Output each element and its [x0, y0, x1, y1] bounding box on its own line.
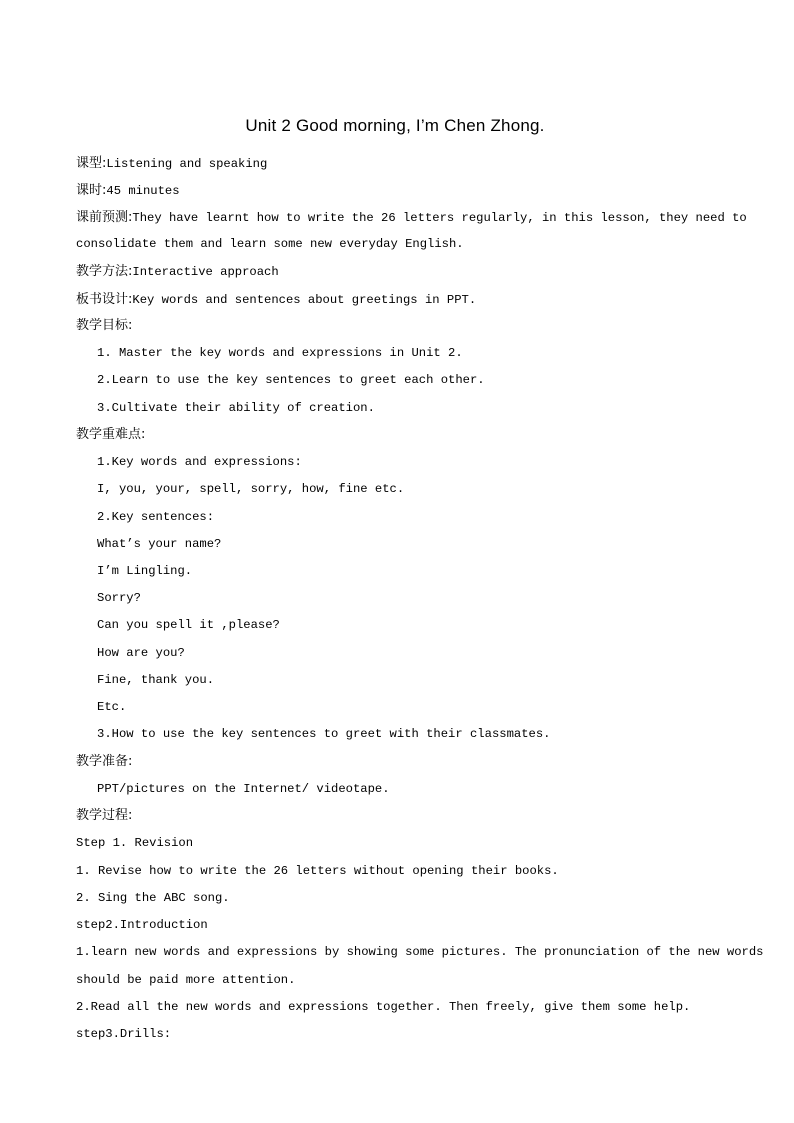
step2-heading: step2.Introduction	[76, 918, 208, 932]
class-hours-label: 课时:	[76, 183, 107, 198]
step1-item: 2. Sing the ABC song.	[76, 891, 230, 905]
step1-heading: Step 1. Revision	[76, 836, 194, 850]
preview-row	[76, 209, 747, 226]
objective-item: 1. Master the key words and expressions in Unit 2.	[97, 346, 463, 360]
method-row	[76, 263, 279, 280]
class-hours-row	[76, 182, 180, 199]
step3-heading: step3.Drills:	[76, 1027, 172, 1041]
key-point-line: Sorry?	[97, 591, 141, 605]
preview-label: 课前预测:	[76, 210, 133, 225]
board-design-row	[76, 291, 476, 308]
objectives-heading: 教学目标:	[76, 318, 133, 333]
preview-value-line-2: consolidate them and learn some new everyday English.	[76, 237, 464, 251]
preparation-heading: 教学准备:	[76, 754, 133, 769]
objective-item: 2.Learn to use the key sentences to greet each other.	[97, 373, 485, 387]
key-point-line: What’s your name?	[97, 537, 222, 551]
course-type-label: 课型:	[76, 156, 107, 171]
key-point-line: Fine, thank you.	[97, 673, 215, 687]
board-design-value: Key words and sentences about greetings in PPT.	[132, 293, 477, 307]
key-point-line: 2.Key sentences:	[97, 510, 215, 524]
key-point-line: Can you spell it ,please?	[97, 618, 280, 632]
course-type-row	[76, 155, 267, 172]
step2-item: 2.Read all the new words and expressions together. Then freely, give them some help.	[76, 1000, 691, 1014]
key-point-line: I, you, your, spell, sorry, how, fine etc.	[97, 482, 405, 496]
course-type-value: Listening and speaking	[106, 157, 268, 171]
key-points-heading: 教学重难点:	[76, 427, 146, 442]
step2-item: should be paid more attention.	[76, 973, 296, 987]
process-heading: 教学过程:	[76, 808, 133, 823]
document-title: Unit 2 Good morning, I’m Chen Zhong.	[245, 116, 545, 135]
board-design-label: 板书设计:	[76, 292, 133, 307]
key-point-line: 1.Key words and expressions:	[97, 455, 302, 469]
key-point-line: I’m Lingling.	[97, 564, 193, 578]
objective-item: 3.Cultivate their ability of creation.	[97, 401, 375, 415]
method-value: Interactive approach	[132, 265, 279, 279]
key-point-line: 3.How to use the key sentences to greet with their classmates.	[97, 727, 551, 741]
class-hours-value: 45 minutes	[106, 184, 180, 198]
method-label: 教学方法:	[76, 264, 133, 279]
step1-item: 1. Revise how to write the 26 letters without opening their books.	[76, 864, 559, 878]
key-point-line: How are you?	[97, 646, 185, 660]
preview-value-line-1: They have learnt how to write the 26 letters regularly, in this lesson, they need to	[132, 211, 747, 225]
preparation-value: PPT/pictures on the Internet/ videotape.	[97, 782, 390, 796]
key-point-line: Etc.	[97, 700, 127, 714]
step2-item: 1.learn new words and expressions by showing some pictures. The pronunciation of the new words	[76, 945, 764, 959]
